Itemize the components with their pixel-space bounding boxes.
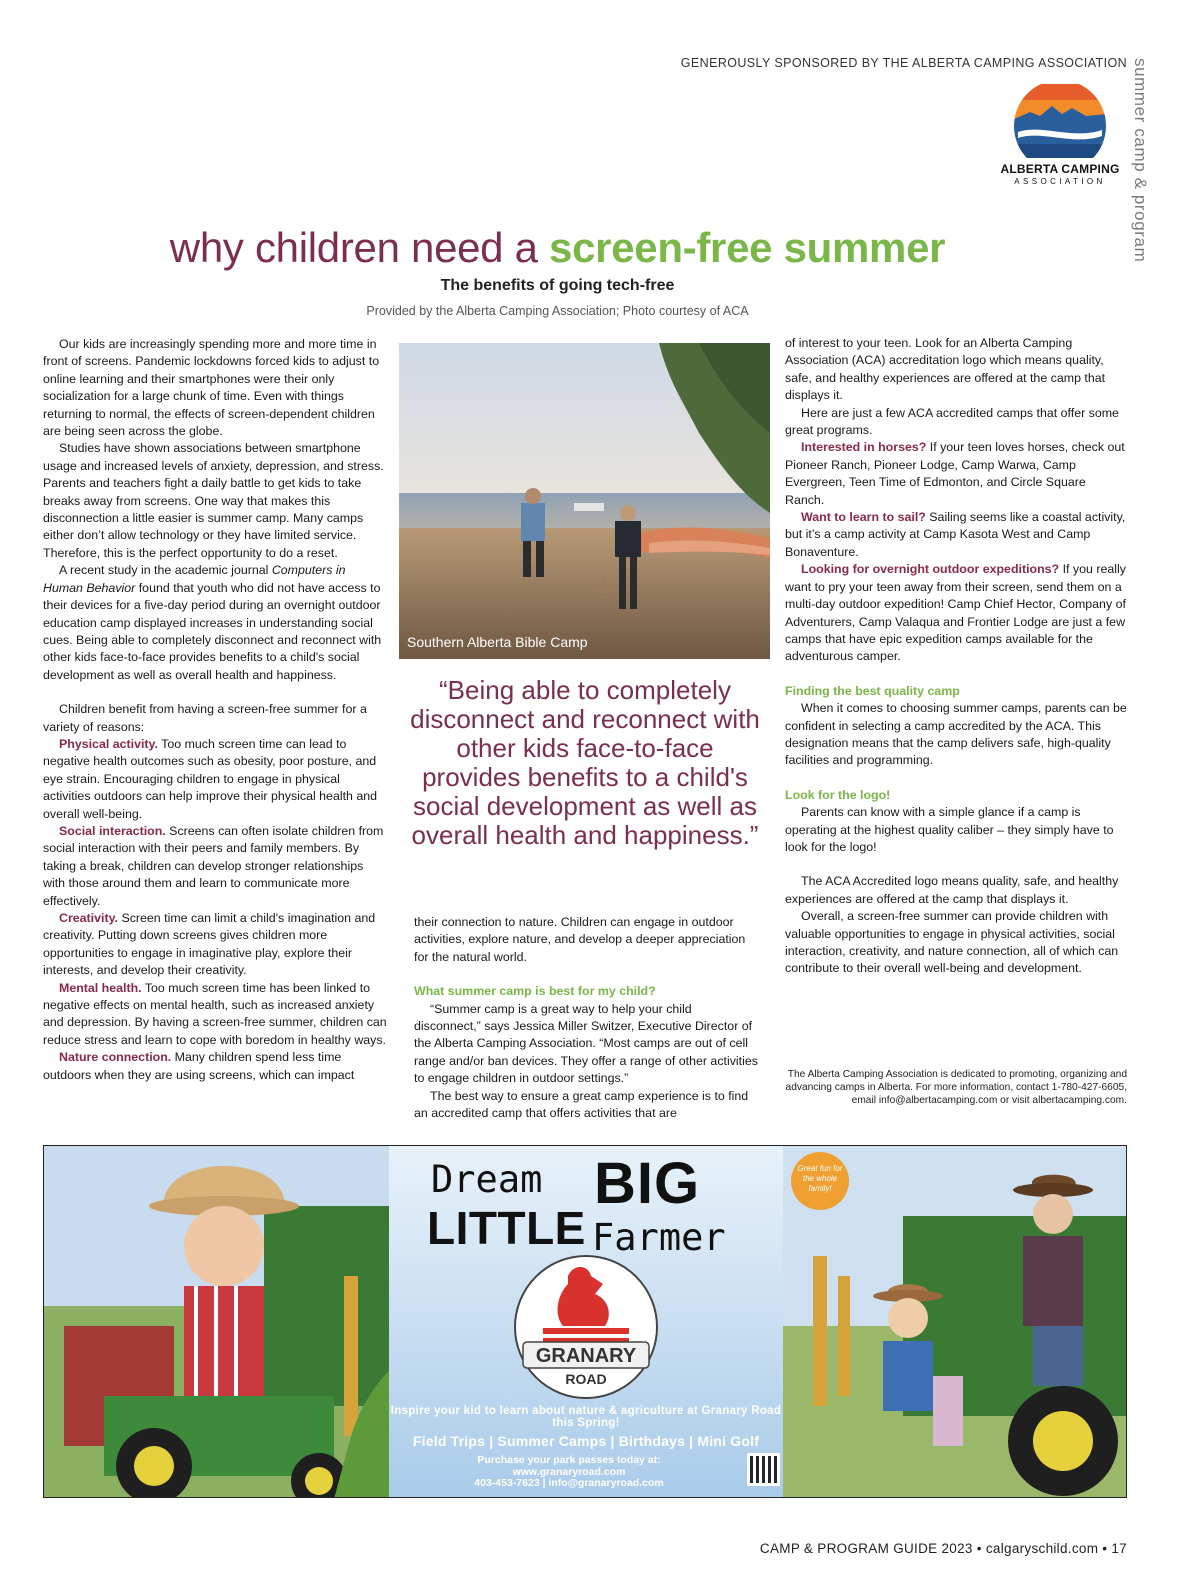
benefit-keyword: Mental health. xyxy=(59,980,142,995)
page-folio: CAMP & PROGRAM GUIDE 2023 • calgaryschild.com • 17 xyxy=(759,1541,1127,1556)
aca-logo-sub: ASSOCIATION xyxy=(1014,177,1106,186)
ad-services-list: Field Trips | Summer Camps | Birthdays | Mini Golf xyxy=(412,1433,760,1449)
paragraph: their connection to nature. Children can engage in outdoor activities, explore nature, and develop a deeper appreciation for the natural world. xyxy=(414,915,746,964)
paragraph: of interest to your teen. Look for an Alberta Camping Association (ACA) accreditation logo which means quality, safe, and healthy experiences are offered at the camp that displays it. xyxy=(785,336,1106,403)
paragraph: The ACA Accredited logo means quality, safe, and healthy experiences are offered at the camp that displays it. xyxy=(785,874,1119,906)
ad-little: LITTLE xyxy=(427,1202,586,1254)
benefit-keyword: Social interaction. xyxy=(59,823,166,838)
paragraph: Overall, a screen-free summer can provide children with valuable opportunities to engage in physical activities, social interaction, creativity, and nature connection, all of which can contribute to their overall well-being and development. xyxy=(785,909,1119,976)
text: Screen time can limit a child's imagination and creativity. Putting down screens gives children more opportunities to engage in imaginative play, explore their interests, and develop their creativity. xyxy=(43,911,376,978)
text: found that youth who did not have access to their devices for a five-day period during an overnight outdoor education camp displayed increases in understanding social cues. Being able to completely disconnect and reconnect with other kids face-to-face provides benefits to a child's social development as well as overall health and happiness. xyxy=(43,580,382,682)
photo-caption: Southern Alberta Bible Camp xyxy=(407,634,588,650)
side-tab xyxy=(1130,58,1154,284)
ad-badge: Great fun for the whole family! xyxy=(791,1152,849,1210)
benefit-keyword: Nature connection. xyxy=(59,1050,172,1065)
sponsor-line: GENEROUSLY SPONSORED BY THE ALBERTA CAMPING ASSOCIATION xyxy=(680,56,1127,70)
qr-code[interactable] xyxy=(747,1453,780,1486)
granary-road-logo xyxy=(513,1254,659,1400)
camp-item xyxy=(785,561,1127,665)
benefit-item xyxy=(43,736,387,823)
camp-item xyxy=(785,439,1127,509)
headline-part1: why children need a xyxy=(169,224,550,271)
paragraph: Our kids are increasingly spending more and more time in front of screens. Pandemic lockdowns forced kids to adjust to online learning and their smartphones were their only socialization for a large chunk of time. Even with things returning to normal, the effects of screen-dependent children are being seen across the globe. xyxy=(43,337,380,439)
text: Many children spend less time outdoors when they are using screens, which can impact xyxy=(43,1050,355,1082)
aca-logo-name: ALBERTA CAMPING xyxy=(1000,162,1120,176)
ad-dream: Dream xyxy=(431,1158,543,1201)
granary-brand-sub: ROAD xyxy=(565,1371,607,1387)
paragraph: Here are just a few ACA accredited camps that offer some great programs. xyxy=(785,405,1119,438)
aca-logo xyxy=(995,84,1125,208)
camp-item xyxy=(785,509,1127,561)
text: If you really want to pry your teen away from their screen, send them on a multi-day outdoor expedition! Camp Chief Hector, Company of Adventurers, Camp Valaqua and Frontier Lodge are just a few camps that have epic expedition camps available for the adventurous camper. xyxy=(785,562,1126,664)
ad-center-panel xyxy=(389,1146,783,1498)
column-3 xyxy=(785,335,1127,978)
ad-big: BIG xyxy=(594,1151,701,1216)
paragraph xyxy=(43,562,387,684)
paragraph: Children benefit from having a screen-free summer for a variety of reasons: xyxy=(43,702,367,734)
paragraph: Parents can know with a simple glance if a camp is operating at the highest quality caliber – they simply have to look for the logo! xyxy=(785,805,1114,854)
beach-photo-illustration xyxy=(399,343,770,659)
ad-purchase-info[interactable] xyxy=(449,1455,689,1490)
paragraph: When it comes to choosing summer camps, parents can be confident in selecting a camp accredited by the ACA. This designation means that the camp delivers safe, high-quality facilities and programming. xyxy=(785,701,1127,768)
pull-quote: “Being able to completely disconnect and reconnect with other kids face-to-face provides benefits to a child's social development as well as overall health and happiness.” xyxy=(410,675,760,850)
journal-title: Computers in Human Behavior xyxy=(43,563,346,595)
text: Too much screen time has been linked to negative effects on mental health, such as increased anxiety and depression. By having a screen-free summer, children can reduce stress and learn to cope with boredom in healthy ways. xyxy=(43,980,387,1047)
benefit-keyword: Physical activity. xyxy=(59,736,158,751)
headline xyxy=(0,224,1115,272)
headline-part2: screen-free summer xyxy=(549,224,946,271)
camp-photo xyxy=(399,343,770,659)
column-1 xyxy=(43,336,387,1084)
granary-brand-text: GRANARY xyxy=(535,1345,637,1367)
camp-keyword: Want to learn to sail? xyxy=(801,510,926,525)
side-tab-label: summer camp & program xyxy=(1131,58,1150,263)
contact-line[interactable]: 403-453-7623 | info@granaryroad.com xyxy=(474,1477,664,1489)
ad-left-photo xyxy=(44,1146,389,1498)
aca-logo-mark xyxy=(1012,84,1108,158)
granary-road-ad[interactable] xyxy=(43,1145,1127,1498)
paragraph: The best way to ensure a great camp experience is to find an accredited camp that offers activities that are xyxy=(414,1088,749,1121)
website-link[interactable]: www.granaryroad.com xyxy=(512,1465,626,1478)
purchase-line: Purchase your park passes today at: xyxy=(477,1454,661,1466)
text: A recent study in the academic journal xyxy=(59,563,272,578)
column-2 xyxy=(414,914,759,1122)
paragraph: “Summer camp is a great way to help your child disconnect,” says Jessica Miller Switzer, Executive Director of the Alberta Camping Association. “Most camps are out of cell range and/or ban devices. They offer a range of other activities to engage children in outdoor settings.” xyxy=(414,1001,758,1086)
camp-keyword: Interested in horses? xyxy=(801,440,927,455)
paragraph: Studies have shown associations between smartphone usage and increased levels of anxiety, depression, and stress. Parents and teachers fight a daily battle to get kids to take breaks away from screens. One way that makes this disconnection a little easier is summer camp. Many camps either don’t allow technology or they have limited service. Therefore, this is the perfect opportunity to do a reset. xyxy=(43,441,384,560)
ad-farmer: Farmer xyxy=(592,1216,726,1259)
benefit-item xyxy=(43,1049,387,1084)
text: Sailing seems like a coastal activity, but it’s a camp activity at Camp Kasota West and Camp Bonaventure. xyxy=(785,510,1126,559)
section-heading: Look for the logo! xyxy=(785,787,891,802)
boy-on-tractor-illustration xyxy=(44,1146,389,1498)
benefit-item xyxy=(43,910,387,980)
text: Screens can often isolate children from social interaction with their peers and family members. By taking a break, children can develop stronger relationships with those around them and learn to communicate more effectively. xyxy=(43,823,384,908)
benefit-item xyxy=(43,980,387,1050)
section-heading: Finding the best quality camp xyxy=(785,683,960,698)
ad-inspire-text: Inspire your kid to learn about nature & agriculture at Granary Road this Spring! xyxy=(390,1405,782,1429)
aca-footer-note: The Alberta Camping Association is dedicated to promoting, organizing and advancing camps in Alberta. For more information, contact 1-780-427-6605, email info@albertacamping.com or visit albertacamping.com. xyxy=(785,1069,1127,1106)
credit-line: Provided by the Alberta Camping Association; Photo courtesy of ACA xyxy=(366,304,749,318)
benefit-keyword: Creativity. xyxy=(59,911,118,925)
subhead: The benefits of going tech-free xyxy=(440,277,675,294)
text: If your teen loves horses, check out Pioneer Ranch, Pioneer Lodge, Camp Warwa, Camp Evergreen, Teen Time of Edmonton, and Circle Square Ranch. xyxy=(785,440,1125,507)
ad-right-photo xyxy=(783,1146,1127,1498)
benefit-item xyxy=(43,823,387,910)
text: Too much screen time can lead to negative health outcomes such as obesity, poor posture, and eye strain. Encouraging children to engage in physical activities outdoors can help improve their physical health and overall well-being. xyxy=(43,736,378,821)
section-heading: What summer camp is best for my child? xyxy=(414,984,656,999)
camp-keyword: Looking for overnight outdoor expeditions? xyxy=(801,562,1060,577)
